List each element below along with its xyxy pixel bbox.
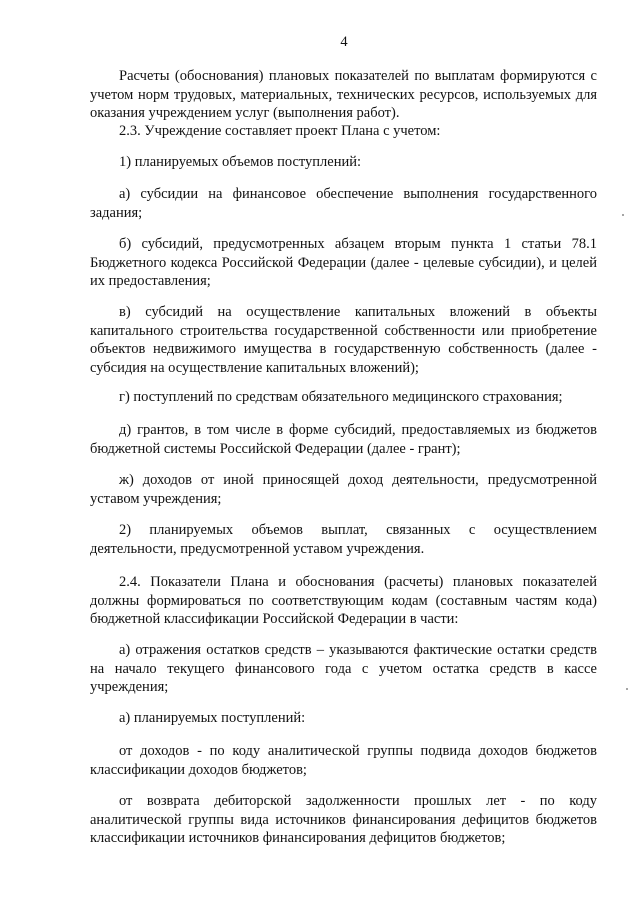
- paragraph-item-a-balances: а) отражения остатков средств – указываются фактические остатки средств на начало текущего финансового года с учетом остатка средств в кассе учреждения;: [90, 642, 597, 695]
- paragraph-item-g-medical-insurance: г) поступлений по средствам обязательного медицинского страхования;: [119, 389, 563, 405]
- paragraph-item-b-target-subsidies: б) субсидий, предусмотренных абзацем вторым пункта 1 статьи 78.1 Бюджетного кодекса Российской Федерации (далее - целевые субсидии), и целей их предоставления;: [90, 236, 597, 289]
- paragraph-2-3: 2.3. Учреждение составляет проект Плана с учетом:: [119, 123, 441, 139]
- paragraph-planned-receipts: 1) планируемых объемов поступлений:: [119, 154, 362, 170]
- paragraph-calculations: Расчеты (обоснования) плановых показателей по выплатам формируются с учетом норм трудовых, материальных, технических ресурсов, используемых для оказания учреждением услуг (выполнения работ).: [90, 68, 597, 121]
- scan-speck: [622, 214, 624, 216]
- paragraph-item-a-subsidy: а) субсидии на финансовое обеспечение выполнения государственного задания;: [90, 186, 597, 221]
- paragraph-receivables-return: от возврата дебиторской задолженности прошлых лет - по коду аналитической группы вида источников финансирования дефицитов бюджетов классификации источников финансирования дефицитов бюджетов;: [90, 793, 597, 846]
- paragraph-item-zh-other-income: ж) доходов от иной приносящей доход деятельности, предусмотренной уставом учреждения;: [90, 472, 597, 507]
- paragraph-2-4: 2.4. Показатели Плана и обоснования (расчеты) плановых показателей должны формироваться по соответствующим кодам (составным частям кода) бюджетной классификации Российской Федерации в части:: [90, 574, 597, 627]
- paragraph-item-v-capital-investments: в) субсидий на осуществление капитальных вложений в объекты капитального строительства государственной собственности или приобретение объектов недвижимого имущества в государственную собственность (далее - субсидия на осуществление капитальных вложений);: [90, 304, 597, 376]
- paragraph-from-income: от доходов - по коду аналитической группы подвида доходов бюджетов классификации доходов бюджетов;: [90, 743, 597, 778]
- page-number: 4: [340, 34, 348, 50]
- paragraph-item-d-grants: д) грантов, в том числе в форме субсидий, предоставляемых из бюджетов бюджетной системы Российской Федерации (далее - грант);: [90, 422, 597, 457]
- scan-speck: [626, 688, 628, 690]
- paragraph-planned-payments: 2) планируемых объемов выплат, связанных с осуществлением деятельности, предусмотренной уставом учреждения.: [90, 522, 597, 557]
- paragraph-item-a-planned-receipts: а) планируемых поступлений:: [119, 710, 306, 726]
